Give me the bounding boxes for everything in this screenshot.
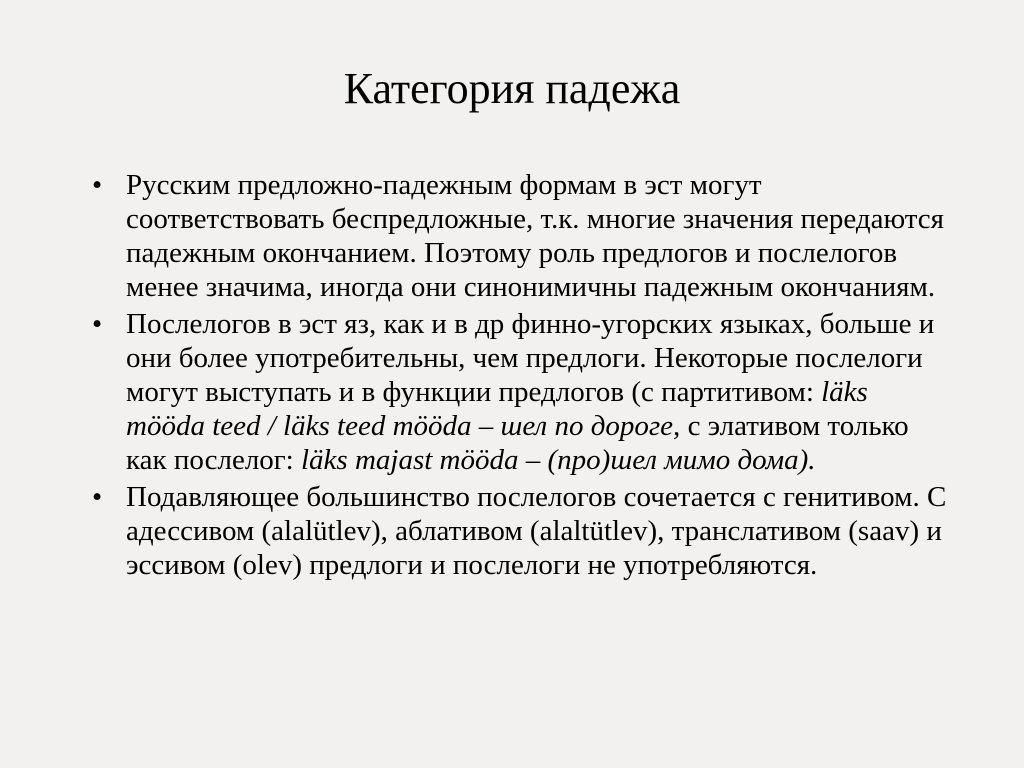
bullet-text: с элативом только как послелог: (126, 410, 909, 476)
bullet-text: Подавляющее большинство послелогов сочетается с генитивом. С адессивом (alalütlev), аблативом (alaltütlev), транслативом (saav) и эссивом (olev) предлоги и послелоги не употребляются. (126, 481, 947, 581)
bullet-item (92, 480, 952, 582)
bullet-text: Русским предложно-падежным формам в эст могут соответствовать беспредложные, т.к. многие значения передаются падежным окончанием. Поэтому роль предлогов и послелогов менее значима, иногда они синонимичны падежным окончаниям. (126, 169, 945, 303)
bullet-item (92, 307, 952, 477)
bullet-dot: • (92, 481, 103, 513)
bullet-dot: • (92, 308, 103, 340)
estonian-example: läks mööda teed / läks teed mööda – шел по дороге, (126, 376, 868, 442)
bullet-item (92, 168, 952, 304)
bullet-dot: • (92, 169, 103, 201)
bullet-list (92, 168, 952, 585)
bullet-text: Послелогов в эст яз, как и в др финно-угорских языках, больше и они более употребительны, чем предлоги. Некоторые послелоги могут выступать и в функции предлогов (с партитивом: (126, 308, 935, 408)
estonian-example: läks majast mööda – (про)шел мимо дома). (301, 444, 816, 476)
slide-title: Категория падежа (343, 64, 681, 113)
